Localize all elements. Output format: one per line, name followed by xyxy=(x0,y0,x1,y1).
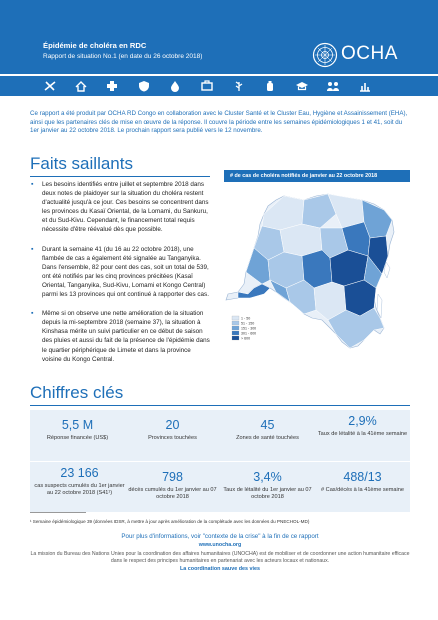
logistics-icon xyxy=(43,79,57,93)
key-figure-label: Taux de létalité du 1er janvier au 07 octobre 2018 xyxy=(223,487,312,500)
protection-icon xyxy=(137,79,151,93)
key-figures-panel xyxy=(30,410,410,512)
key-figure-value: 23 166 xyxy=(60,466,99,480)
key-figure xyxy=(315,470,410,494)
drc-map xyxy=(224,184,410,358)
early-recovery-icon xyxy=(358,79,372,93)
key-figures-divider xyxy=(30,405,410,406)
key-figure-label: décès cumulés du 1er janvier au 07 octobre 2018 xyxy=(128,487,217,500)
highlight-item: ▪ Même si on observe une nette amélioration de la situation depuis la mi-septembre 2018 (semaine 37), la situation à Kinshasa mérite un suivi particulier en ce début de saison des pluies et aussi du fait de la présence de l'épidémie dans le quartier périphérique de Limete et dans la province voisine du Kongo Central. xyxy=(30,309,210,364)
coordination-icon xyxy=(326,79,340,93)
shelter-icon xyxy=(74,79,88,93)
intro-paragraph: Ce rapport a été produit par OCHA RD Congo en collaboration avec le Cluster Santé et le Cluster Eau, Hygiène et Assainissement (EHA), ainsi que les partenaires clés de mise en œuvre de la réponse. Il couvre la période entre les semaines épidémiologiques 1 et 41, soit du 1er janvier au 22 octobre 2018. Le prochain rapport sera publié vers le 12 novembre. xyxy=(30,110,408,135)
footer-tagline: La coordination sauve des vies xyxy=(180,565,260,572)
key-figure-label: cas suspects cumulés du 1er janvier au 22 octobre 2018 (S41¹) xyxy=(34,483,125,496)
key-figure-value: 798 xyxy=(162,470,183,484)
key-figure xyxy=(315,414,410,438)
key-figures-title: Chiffres clés xyxy=(30,383,124,402)
key-figure-label: # Cas/décès à la 41ème semaine xyxy=(320,487,405,493)
key-figure xyxy=(220,470,315,501)
key-figures-row-divider xyxy=(30,461,410,462)
report-title: Épidémie de choléra en RDC xyxy=(43,41,147,50)
education-icon xyxy=(295,79,309,93)
key-figure-value: 20 xyxy=(165,418,180,432)
footer-mission: La mission du Bureau des Nations Unies pour la coordination des affaires humanitaires (UNOCHA) est de mobiliser et de coordonner une action humanitaire efficace dans le respect des principes humanitaires en partenariat avec les acteurs locaux et nationaux. xyxy=(30,551,410,564)
footnote-divider xyxy=(30,512,86,513)
highlight-item: ▪ Les besoins identifiés entre juillet et septembre 2018 dans deux notes de plaidoyer sur la situation du choléra restent d'actualité jusqu'à ce jour. Ces besoins se concentrent dans les provinces du Kasaï Oriental, de la Lomami, du Sankuru, et du Sud-Kivu. Cependant, le financement total requis nécessite d'être réévalué dès que possible. xyxy=(30,180,210,235)
map-legend xyxy=(232,316,256,341)
food-security-icon xyxy=(232,79,246,93)
key-figure-label: Taux de létalité à la 41ème semaine xyxy=(317,431,408,437)
key-figure-value: 488/13 xyxy=(343,470,382,484)
key-figure-label: Provinces touchées xyxy=(148,435,197,441)
footnote: ¹ Semaine épidémiologique 39 (données IDSR, à mettre à jour après amélioration de la complétude avec les données du PNECHOL-MD) xyxy=(30,519,310,524)
legend-label: 151 - 300 xyxy=(241,326,257,331)
province-shape xyxy=(262,196,304,230)
key-figure-value: 5,5 M xyxy=(61,418,94,432)
report-header xyxy=(0,0,438,74)
highlight-item: ▪ Durant la semaine 41 (du 16 au 22 octobre 2018), une flambée de cas a également été signalée au Tanganyika. Dans l'ensemble, 82 pour cent des cas, soit un total de 539, ont été notifiés par les cinq provinces précitées (Kasaï Oriental, Tanganyika, Sud-Kivu, Lomami et Kongo Central) parmi les 13 provinces qui ont continué à rapporter des cas. xyxy=(30,245,210,300)
cholera-cases-map xyxy=(224,170,410,358)
legend-label: 301 - 600 xyxy=(241,331,257,336)
legend-swatch xyxy=(232,321,239,325)
highlights-list xyxy=(30,180,210,374)
key-figure xyxy=(32,466,127,497)
report-subtitle: Rapport de situation No.1 (en date du 26 octobre 2018) xyxy=(43,53,203,60)
key-figure-value: 3,4% xyxy=(253,470,282,484)
footer-link[interactable]: www.unocha.org xyxy=(198,542,242,548)
key-figure xyxy=(125,470,220,501)
map-title: # de cas de choléra notifiés de janvier au 22 octobre 2018 xyxy=(224,170,410,182)
footer-info: Pour plus d'informations, voir "contexte de la crise" à la fin de ce rapport xyxy=(121,533,319,540)
province-shape xyxy=(280,224,322,256)
key-figure xyxy=(125,418,220,442)
legend-label: 1 - 50 xyxy=(241,316,251,321)
ocha-logo-text: OCHA xyxy=(341,43,398,64)
non-food-items-icon xyxy=(200,79,214,93)
key-figure-label: Zones de santé touchées xyxy=(236,435,299,441)
key-figure-value: 45 xyxy=(260,418,275,432)
legend-swatch xyxy=(232,336,239,340)
health-icon xyxy=(105,79,119,93)
legend-swatch xyxy=(232,331,239,335)
highlights-divider xyxy=(30,176,210,177)
key-figure-value: 2,9% xyxy=(348,414,377,428)
key-figure xyxy=(220,418,315,442)
legend-swatch xyxy=(232,316,239,320)
key-figure xyxy=(30,418,125,442)
key-figure-label: Réponse financée (US$) xyxy=(46,435,109,441)
page-footer xyxy=(30,533,410,572)
legend-label: 51 - 150 xyxy=(241,321,255,326)
water-sanitation-icon xyxy=(168,79,182,93)
legend-swatch xyxy=(232,326,239,330)
un-emblem-icon xyxy=(312,42,338,68)
cluster-icon-bar xyxy=(0,76,438,96)
nutrition-icon xyxy=(263,79,277,93)
highlights-title: Faits saillants xyxy=(30,154,133,173)
legend-label: > 600 xyxy=(241,336,251,341)
